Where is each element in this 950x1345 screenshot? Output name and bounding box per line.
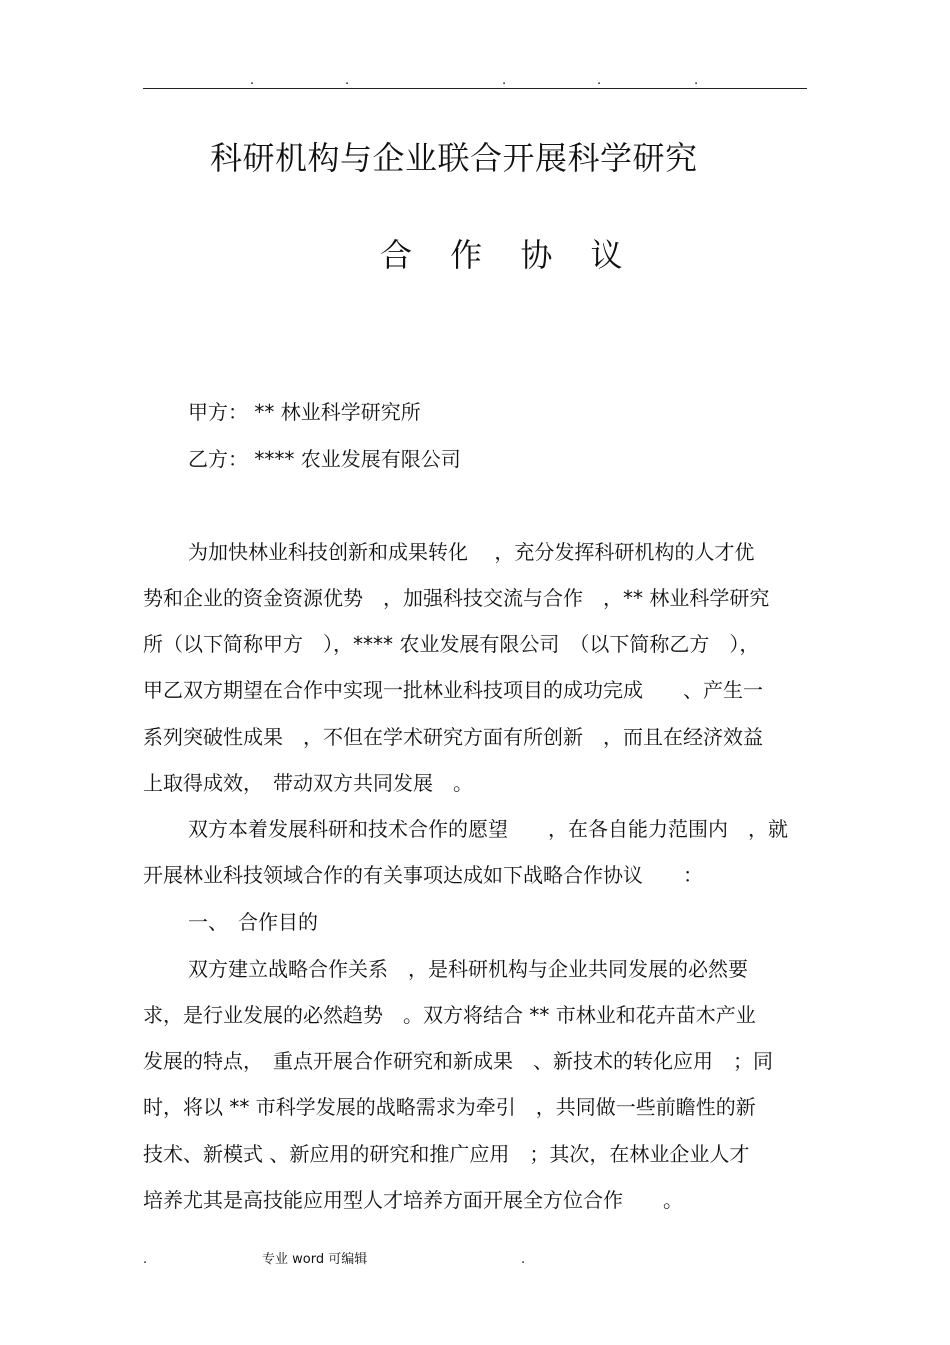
- body-line: 上取得成效， 带动双方共同发展 。: [143, 771, 473, 795]
- body-line: 所（以下简称甲方 ），**** 农业发展有限公司 （以下简称乙方 ），: [143, 632, 760, 656]
- header-dot: .: [345, 73, 350, 88]
- body-line: 为加快林业科技创新和成果转化 ，充分发挥科研机构的人才优: [188, 540, 755, 564]
- body-line: 时，将以 ** 市科学发展的战略需求为牵引 ，共同做一些前瞻性的新: [143, 1095, 756, 1119]
- party-b: 乙方： **** 农业发展有限公司: [188, 447, 461, 471]
- header-dot: .: [250, 73, 255, 88]
- body-line: 发展的特点， 重点开展合作研究和新成果 、新技术的转化应用 ；同: [143, 1049, 773, 1073]
- body-line: 势和企业的资金资源优势 ，加强科技交流与合作 ，** 林业科学研究: [143, 586, 770, 610]
- header-rule: [143, 88, 807, 89]
- body-line: 开展林业科技领域合作的有关事项达成如下战略合作协议 ：: [143, 863, 703, 887]
- section-heading: 一、 合作目的: [188, 910, 318, 934]
- body-line: 培养尤其是高技能应用型人才培养方面开展全方位合作 。: [143, 1188, 683, 1212]
- footer-dot: .: [143, 1252, 148, 1267]
- body-line: 求，是行业发展的必然趋势 。双方将结合 ** 市林业和花卉苗木产业: [143, 1003, 756, 1027]
- body-line: 双方本着发展科研和技术合作的愿望 ，在各自能力范围内 ，就: [188, 817, 788, 841]
- body-line: 甲乙双方期望在合作中实现一批林业科技项目的成功完成 、产生一: [143, 678, 763, 702]
- footer-dot: .: [521, 1252, 526, 1267]
- document-title: 科研机构与企业联合开展科学研究: [210, 139, 698, 177]
- body-line: 系列突破性成果 ，不但在学术研究方面有所创新 ，而且在经济效益: [143, 725, 763, 749]
- header-dot: .: [597, 73, 602, 88]
- body-line: 双方建立战略合作关系 ，是科研机构与企业共同发展的必然要: [188, 957, 748, 981]
- party-a: 甲方： ** 林业科学研究所: [188, 400, 421, 424]
- footer-label: 专业 word 可编辑: [262, 1252, 368, 1267]
- header-dot: .: [694, 73, 699, 88]
- document-subtitle: 合 作 协 议: [380, 236, 623, 274]
- header-dot: .: [502, 73, 507, 88]
- body-line: 技术、新模式 、新应用的研究和推广应用 ；其次，在林业企业人才: [143, 1142, 750, 1166]
